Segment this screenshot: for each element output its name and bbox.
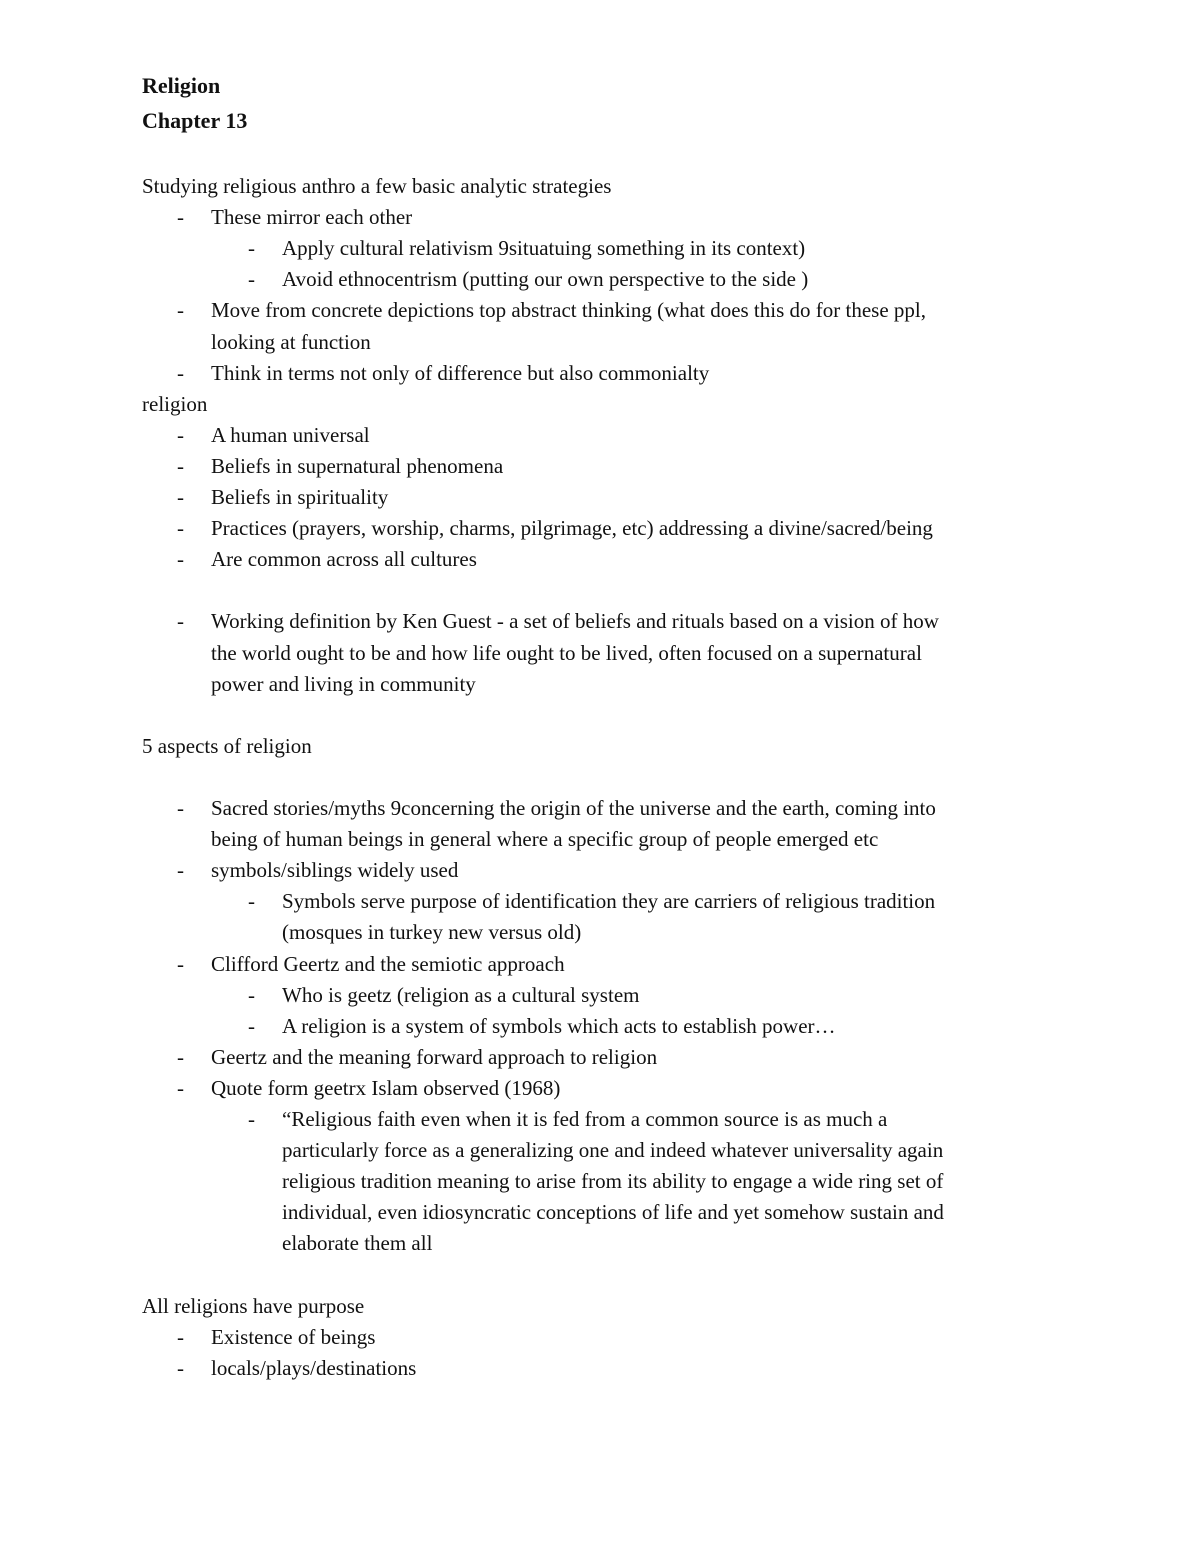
bullet-dash: - (177, 1355, 184, 1380)
list-item-text: religious tradition meaning to arise from its ability to engage a wide ring set of (282, 1169, 944, 1194)
list-item-text: individual, even idiosyncratic conceptions of life and yet somehow sustain and (282, 1200, 944, 1225)
list-item-text: “Religious faith even when it is fed from a common source is as much a (282, 1107, 888, 1131)
list-item-text: Quote form geetrx Islam observed (1968) (211, 1075, 561, 1100)
section-heading-line: All religions have purpose (142, 1293, 365, 1318)
list-item-text: Beliefs in spirituality (211, 485, 389, 509)
list-item-text: looking at function (211, 329, 371, 354)
bullet-dash: - (177, 422, 184, 447)
chapter-heading: Chapter 13 (142, 108, 248, 133)
bullet-dash: - (177, 1044, 184, 1069)
bullet-dash: - (177, 485, 184, 509)
list-item-text: elaborate them all (282, 1231, 433, 1256)
list-item-text: Who is geetz (religion as a cultural system (282, 982, 640, 1007)
list-item-text: particularly force as a generalizing one and indeed whatever universality again (282, 1138, 944, 1163)
bullet-dash: - (248, 267, 255, 292)
list-item-text: These mirror each other (211, 205, 413, 230)
list-item-text: the world ought to be and how life ought to be lived, often focused on a supernatural (211, 640, 922, 665)
bullet-dash: - (177, 298, 184, 323)
list-item-text: Think in terms not only of difference but also commonialty (211, 360, 710, 385)
bullet-dash: - (177, 205, 184, 230)
page-title: Religion (142, 73, 221, 98)
section-heading-line: religion (142, 391, 208, 416)
section-heading-line: 5 aspects of religion (142, 733, 312, 758)
section-heading-line: Studying religious anthro a few basic analytic strategies (142, 174, 612, 198)
bullet-dash: - (177, 796, 184, 820)
list-item-text: symbols/siblings widely used (211, 858, 459, 883)
bullet-dash: - (248, 889, 255, 914)
list-item-text: Practices (prayers, worship, charms, pilgrimage, etc) addressing a divine/sacred/being (211, 516, 933, 541)
list-item-text: A human universal (211, 422, 370, 447)
bullet-dash: - (177, 609, 184, 634)
bullet-dash: - (177, 1075, 184, 1100)
bullet-dash: - (177, 951, 184, 976)
bullet-dash: - (177, 547, 184, 572)
list-item-text: Avoid ethnocentrism (putting our own perspective to the side ) (282, 267, 809, 292)
list-item-text: Symbols serve purpose of identification they are carriers of religious tradition (282, 889, 936, 914)
list-item-text: locals/plays/destinations (211, 1355, 417, 1380)
list-item-text: Working definition by Ken Guest - a set of beliefs and rituals based on a vision of how (211, 609, 939, 634)
bullet-dash: - (177, 1324, 184, 1349)
list-item-text: (mosques in turkey new versus old) (282, 920, 582, 945)
list-item-text: Geertz and the meaning forward approach to religion (211, 1044, 658, 1069)
list-item-text: being of human beings in general where a specific group of people emerged etc (211, 827, 879, 852)
list-item-text: Are common across all cultures (211, 547, 477, 572)
bullet-dash: - (177, 453, 184, 478)
list-item-text: Existence of beings (211, 1324, 376, 1349)
list-item-text: Beliefs in supernatural phenomena (211, 453, 504, 478)
list-item-text: Clifford Geertz and the semiotic approach (211, 951, 565, 976)
list-item-text: Apply cultural relativism 9situatuing something in its context) (282, 236, 806, 261)
bullet-dash: - (177, 516, 184, 541)
bullet-dash: - (248, 1013, 255, 1038)
bullet-dash: - (248, 1107, 255, 1131)
bullet-dash: - (248, 236, 255, 261)
list-item-text: A religion is a system of symbols which acts to establish power… (282, 1013, 836, 1038)
list-item-text: Move from concrete depictions top abstract thinking (what does this do for these ppl, (211, 298, 926, 323)
bullet-dash: - (177, 360, 184, 385)
bullet-dash: - (248, 982, 255, 1007)
list-item-text: Sacred stories/myths 9concerning the origin of the universe and the earth, coming into (211, 796, 936, 820)
list-item-text: power and living in community (211, 671, 476, 696)
bullet-dash: - (177, 858, 184, 883)
